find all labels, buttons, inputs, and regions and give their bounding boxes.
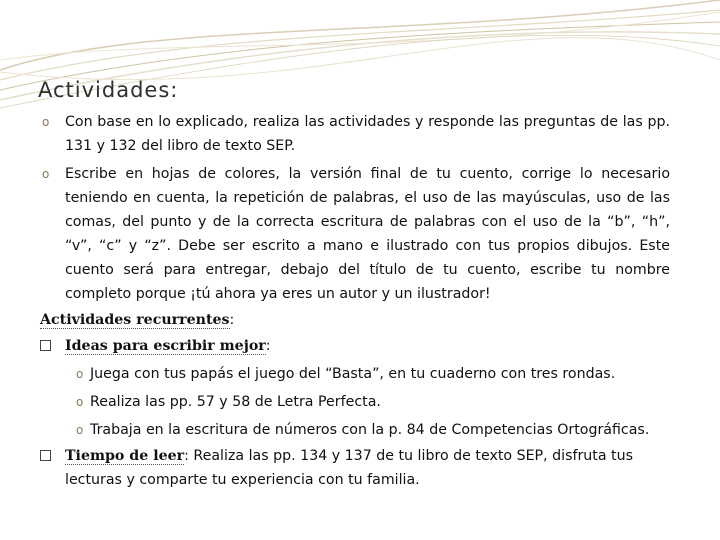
square-bullet-icon — [40, 450, 51, 461]
reading-label: Tiempo de leer — [65, 448, 185, 464]
list-item — [40, 110, 680, 158]
sub-list-item: o Trabaja en la escritura de números con la p. 84 de Competencias Ortográficas. — [40, 418, 680, 442]
content — [40, 110, 680, 492]
circle-bullet-icon: o — [42, 167, 50, 181]
reading-item: Tiempo de leer: Realiza las pp. 134 y 137 de tu libro de texto SEP, disfruta tus lecturas y comparte tu experiencia con tu familia. — [40, 444, 680, 492]
item-text: Escribe en hojas de colores, la versión final de tu cuento, corrige lo necesario teniendo en cuenta, la repetición de palabras, el uso de las mayúsculas, uso de las comas, del punto y de la correcta escritura de palabras con el uso de la “b”, “h”, “v”, “c” y “z”. Debe ser escrito a mano e ilustrado con tus propios dibujos. Este cuento será para entregar, debajo del título de tu cuento, escribe tu nombre completo porque ¡tú ahora ya eres un autor y un ilustrador! — [65, 166, 670, 302]
page-title: Actividades: — [38, 78, 179, 102]
item-text: Con base en lo explicado, realiza las actividades y responde las preguntas de las pp. 131 y 132 del libro de texto SEP. — [65, 114, 670, 154]
circle-bullet-icon: o — [76, 423, 84, 437]
circle-bullet-icon: o — [76, 395, 84, 409]
circle-bullet-icon: o — [42, 115, 50, 129]
ideas-item: Ideas para escribir mejor: — [40, 334, 680, 358]
sub-list-item: o Realiza las pp. 57 y 58 de Letra Perfecta. — [40, 390, 680, 414]
ideas-label: Ideas para escribir mejor — [65, 338, 266, 354]
square-bullet-icon — [40, 340, 51, 351]
list-item — [40, 162, 680, 306]
circle-bullet-icon: o — [76, 367, 84, 381]
sub-list-item: o Juega con tus papás el juego del “Basta”, en tu cuaderno con tres rondas. — [40, 362, 680, 386]
recurrent-heading: Actividades recurrentes: — [40, 312, 235, 328]
